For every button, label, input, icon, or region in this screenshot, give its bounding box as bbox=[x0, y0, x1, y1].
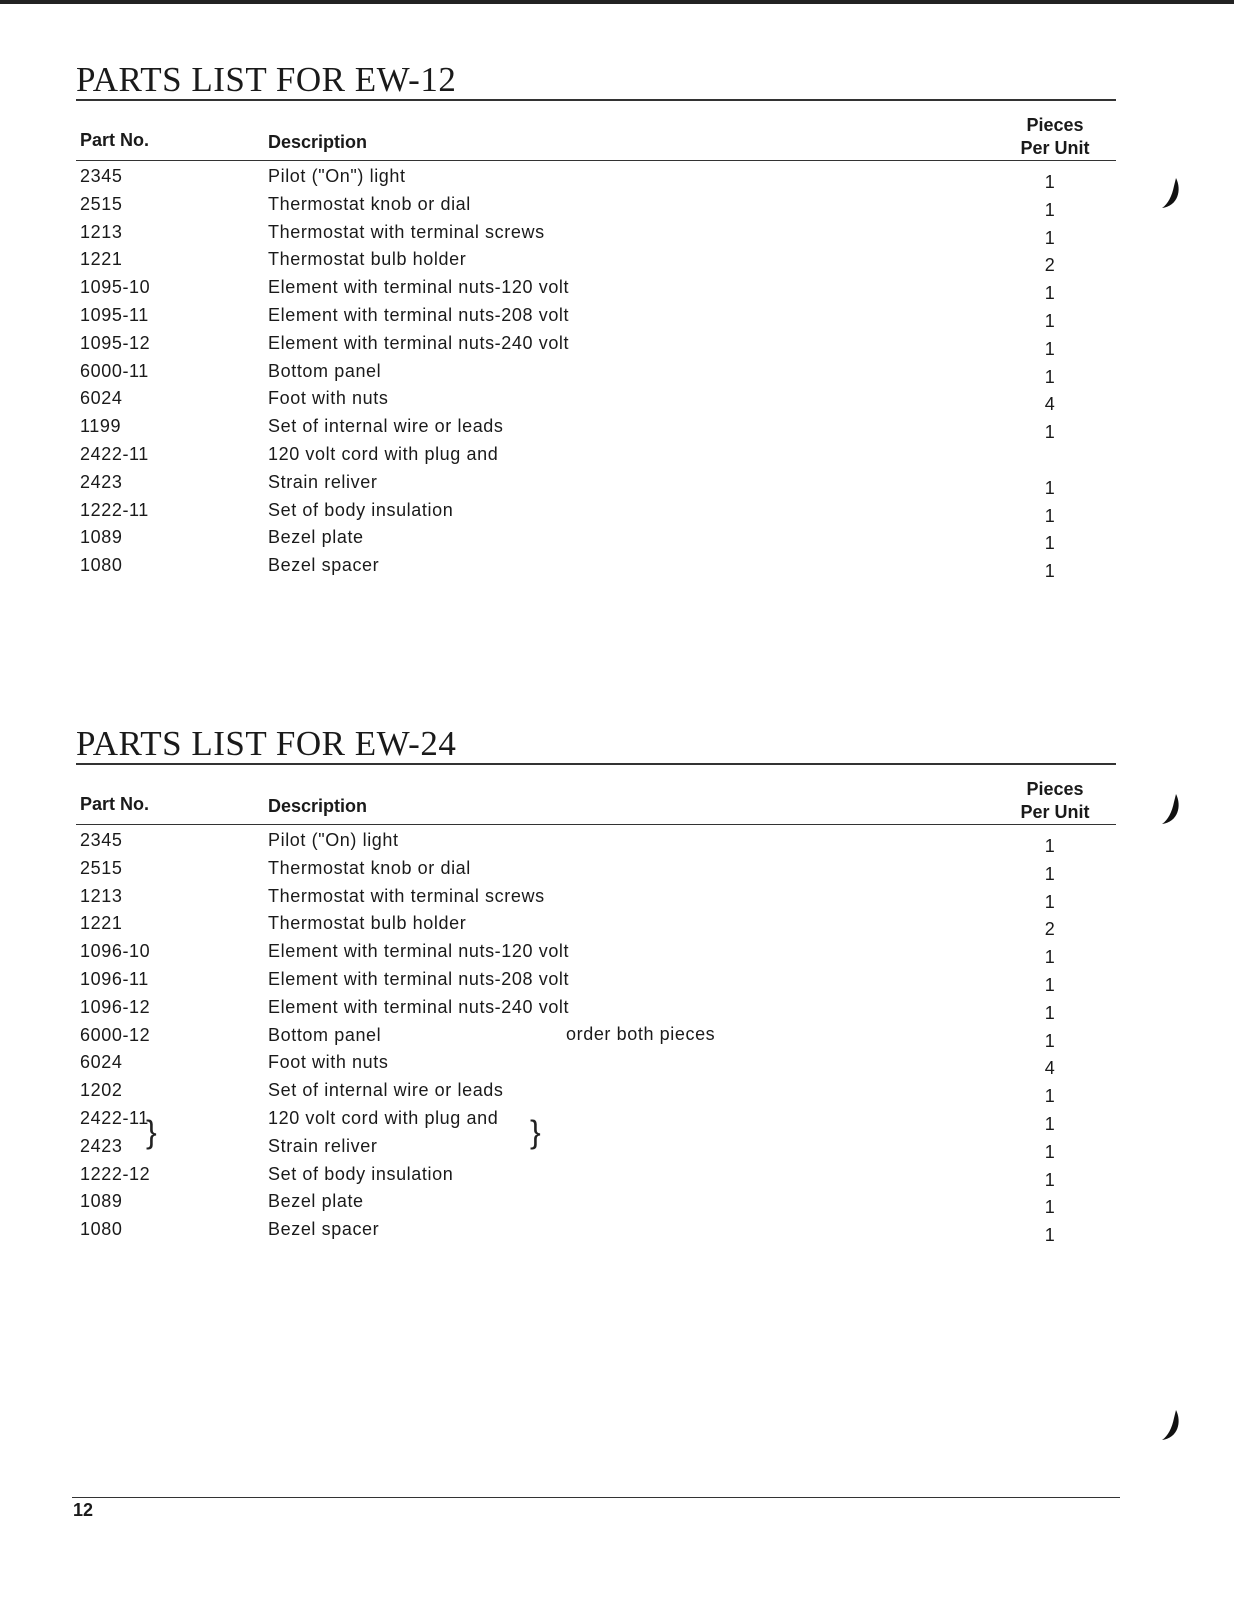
part-description: Set of internal wire or leads bbox=[268, 1080, 504, 1101]
part-quantity: 1 bbox=[1044, 1113, 1056, 1134]
part-number: 2423 bbox=[80, 471, 123, 492]
part-description: Thermostat with terminal screws bbox=[268, 885, 545, 906]
part-number: 1096-12 bbox=[80, 996, 151, 1017]
table-row bbox=[0, 884, 1234, 912]
part-number: 1080 bbox=[80, 555, 123, 576]
punch-mark-icon bbox=[1148, 176, 1188, 216]
column-header-description: Description bbox=[268, 796, 368, 816]
part-number: 6024 bbox=[80, 388, 123, 409]
part-number: 6000-11 bbox=[80, 360, 149, 381]
table-row bbox=[0, 359, 1234, 387]
part-quantity: 1 bbox=[1044, 1225, 1056, 1246]
part-quantity: 1 bbox=[1044, 1197, 1056, 1218]
part-number: 1221 bbox=[80, 913, 123, 934]
part-number: 1213 bbox=[80, 221, 123, 242]
part-quantity: 1 bbox=[1044, 338, 1056, 359]
part-number: 1222-11 bbox=[80, 499, 149, 520]
part-description: Bezel plate bbox=[268, 527, 364, 548]
part-description: Thermostat bulb holder bbox=[268, 249, 467, 270]
table-row bbox=[0, 1106, 1234, 1134]
part-quantity: 1 bbox=[1044, 863, 1056, 884]
footer-rule bbox=[72, 1497, 1120, 1498]
table-row bbox=[0, 331, 1234, 359]
column-header-part-no: Part No. bbox=[80, 130, 150, 150]
table-row bbox=[0, 442, 1234, 470]
part-number: 1199 bbox=[80, 416, 122, 437]
column-header-pieces: Pieces bbox=[1026, 115, 1084, 135]
part-description: Bezel spacer bbox=[268, 555, 380, 576]
part-number: 2515 bbox=[80, 193, 123, 214]
part-quantity: 1 bbox=[1044, 477, 1056, 498]
table-row bbox=[0, 1134, 1234, 1162]
part-quantity: 1 bbox=[1044, 366, 1056, 387]
part-number: 2345 bbox=[80, 830, 123, 850]
part-description: Thermostat knob or dial bbox=[268, 193, 471, 214]
part-number: 1095-12 bbox=[80, 332, 151, 353]
title-rule bbox=[76, 763, 1116, 765]
part-quantity: 1 bbox=[1044, 561, 1056, 582]
part-number-brace: } bbox=[146, 1114, 157, 1150]
part-quantity: 1 bbox=[1044, 1086, 1056, 1107]
part-description: Bottom panel bbox=[268, 1024, 382, 1045]
table-row bbox=[0, 1050, 1234, 1078]
part-description: Element with terminal nuts-208 volt bbox=[268, 968, 570, 989]
part-description: Element with terminal nuts-208 volt bbox=[268, 304, 570, 325]
part-number: 1095-11 bbox=[80, 304, 149, 325]
column-header-pieces: Pieces bbox=[1026, 779, 1084, 799]
page-number: 12 bbox=[73, 1500, 94, 1520]
table-row bbox=[0, 275, 1234, 303]
part-quantity: 1 bbox=[1044, 172, 1056, 192]
part-number: 2515 bbox=[80, 857, 123, 878]
table-row bbox=[0, 1078, 1234, 1106]
table-row bbox=[0, 1217, 1234, 1245]
part-description: Bottom panel bbox=[268, 360, 382, 381]
part-description: Thermostat bulb holder bbox=[268, 913, 467, 934]
part-description: Pilot ("On) light bbox=[268, 830, 399, 850]
table-row bbox=[0, 856, 1234, 884]
part-description: Set of body insulation bbox=[268, 1163, 454, 1184]
table-row bbox=[0, 1189, 1234, 1217]
table-row bbox=[0, 192, 1234, 220]
part-description: Strain reliver bbox=[268, 1135, 378, 1156]
part-number: 1089 bbox=[80, 1191, 123, 1212]
title-rule bbox=[76, 99, 1116, 101]
part-quantity: 1 bbox=[1044, 283, 1056, 304]
table-row bbox=[0, 386, 1234, 414]
part-description: Element with terminal nuts-240 volt bbox=[268, 996, 570, 1017]
section-title: PARTS LIST FOR EW-24 bbox=[76, 724, 457, 763]
table-row bbox=[0, 525, 1234, 553]
column-header-pieces-per-unit bbox=[1000, 114, 1110, 160]
part-description: Strain reliver bbox=[268, 471, 378, 492]
header-rule bbox=[76, 160, 1116, 161]
table-row bbox=[0, 1162, 1234, 1190]
table-row bbox=[0, 498, 1234, 526]
part-quantity: 4 bbox=[1044, 1058, 1056, 1079]
part-quantity: 1 bbox=[1044, 505, 1056, 526]
part-number: 1202 bbox=[80, 1080, 123, 1101]
table-row bbox=[0, 911, 1234, 939]
table-row bbox=[0, 967, 1234, 995]
part-quantity: 1 bbox=[1044, 1030, 1056, 1051]
part-description: Pilot ("On") light bbox=[268, 166, 406, 186]
description-brace: } bbox=[530, 1114, 541, 1150]
part-number: 2345 bbox=[80, 166, 123, 186]
part-number: 1096-10 bbox=[80, 941, 151, 962]
table-row bbox=[0, 939, 1234, 967]
part-number: 6000-12 bbox=[80, 1024, 151, 1045]
part-number: 1096-11 bbox=[80, 968, 149, 989]
part-quantity: 2 bbox=[1044, 255, 1056, 276]
part-quantity: 1 bbox=[1044, 422, 1056, 443]
order-note: order both pieces bbox=[566, 1024, 716, 1044]
part-number: 1095-10 bbox=[80, 277, 151, 298]
table-row bbox=[0, 414, 1234, 442]
part-description: Set of internal wire or leads bbox=[268, 416, 504, 437]
table-row bbox=[0, 995, 1234, 1023]
part-description: 120 volt cord with plug and bbox=[268, 1107, 499, 1128]
part-number: 1221 bbox=[80, 249, 123, 270]
part-description: Thermostat with terminal screws bbox=[268, 221, 545, 242]
table-row bbox=[0, 164, 1234, 192]
part-number: 1080 bbox=[80, 1219, 123, 1240]
part-description: Element with terminal nuts-120 volt bbox=[268, 941, 570, 962]
part-description: Element with terminal nuts-240 volt bbox=[268, 332, 570, 353]
part-quantity: 1 bbox=[1044, 1002, 1056, 1023]
section-title: PARTS LIST FOR EW-12 bbox=[76, 60, 457, 99]
part-quantity: 1 bbox=[1044, 947, 1056, 968]
parts-table bbox=[0, 164, 1234, 581]
part-quantity: 1 bbox=[1044, 891, 1056, 912]
part-description: Foot with nuts bbox=[268, 388, 389, 409]
table-row bbox=[0, 220, 1234, 248]
part-description: Set of body insulation bbox=[268, 499, 454, 520]
part-quantity: 1 bbox=[1044, 310, 1056, 331]
part-description: 120 volt cord with plug and bbox=[268, 443, 499, 464]
part-quantity: 1 bbox=[1044, 199, 1056, 220]
punch-mark-icon bbox=[1148, 1408, 1188, 1448]
table-row bbox=[0, 828, 1234, 856]
top-border-rule bbox=[0, 0, 1234, 6]
table-row bbox=[0, 247, 1234, 275]
column-header-pieces-per-unit bbox=[1000, 778, 1110, 824]
part-number: 6024 bbox=[80, 1052, 123, 1073]
part-number: 1213 bbox=[80, 885, 123, 906]
part-quantity: 1 bbox=[1044, 974, 1056, 995]
part-description: Bezel spacer bbox=[268, 1219, 380, 1240]
part-quantity: 1 bbox=[1044, 836, 1056, 856]
part-quantity: 1 bbox=[1044, 533, 1056, 554]
part-number: 2422-11 bbox=[80, 1107, 149, 1128]
part-quantity: 1 bbox=[1044, 1169, 1056, 1190]
part-description: Element with terminal nuts-120 volt bbox=[268, 277, 570, 298]
table-row bbox=[0, 553, 1234, 581]
part-quantity: 4 bbox=[1044, 394, 1056, 415]
table-row bbox=[0, 470, 1234, 498]
part-quantity: 1 bbox=[1044, 1141, 1056, 1162]
punch-mark-icon bbox=[1148, 792, 1188, 832]
header-rule bbox=[76, 824, 1116, 825]
part-description: Foot with nuts bbox=[268, 1052, 389, 1073]
part-description: Bezel plate bbox=[268, 1191, 364, 1212]
column-header-part-no: Part No. bbox=[80, 794, 150, 814]
part-number: 2423 bbox=[80, 1135, 123, 1156]
part-quantity: 1 bbox=[1044, 227, 1056, 248]
part-quantity: 2 bbox=[1044, 919, 1056, 940]
part-number: 1222-12 bbox=[80, 1163, 151, 1184]
table-row bbox=[0, 303, 1234, 331]
column-header-per-unit: Per Unit bbox=[1020, 802, 1090, 822]
part-number: 1089 bbox=[80, 527, 123, 548]
column-header-per-unit: Per Unit bbox=[1020, 138, 1090, 158]
column-header-description: Description bbox=[268, 132, 368, 152]
part-number: 2422-11 bbox=[80, 443, 149, 464]
part-description: Thermostat knob or dial bbox=[268, 857, 471, 878]
